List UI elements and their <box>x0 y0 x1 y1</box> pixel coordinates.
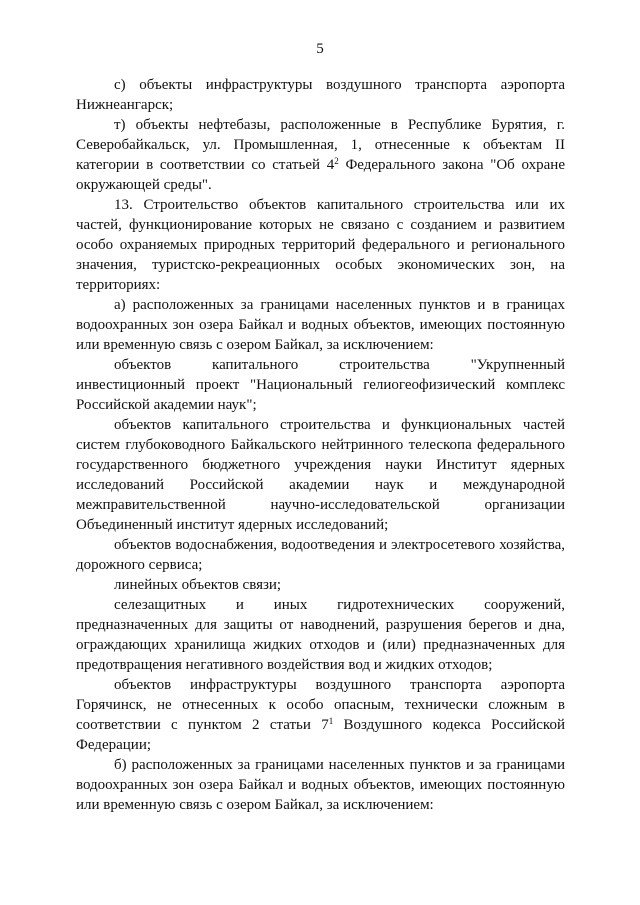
exception-item <box>76 535 565 575</box>
page-number: 5 <box>316 41 324 57</box>
paragraph-text: 13. Строительство объектов капитального строительства или их частей, функционирование которых не связано с созданием и развитием особо охраняемых природных территорий федерального и регионального значения, туристско-рекреационных особых экономических зон, на территориях: <box>76 197 565 293</box>
paragraph-item-c <box>76 75 565 115</box>
paragraph-text: селезащитных и иных гидротехнических сооружений, предназначенных для защиты от наводнений, разрушения берегов и дна, ограждающих хранилища жидких отходов и (или) предназначенных для предотвращения негативного воздействия вод и жидких отходов; <box>76 597 565 673</box>
paragraph-13 <box>76 195 565 295</box>
paragraph-text: б) расположенных за границами населенных пунктов и за границами водоохранных зон озера Байкал и водных объектов, имеющих постоянную или временную связь с озером Байкал, за исключением: <box>76 757 565 813</box>
superscript: 2 <box>334 156 339 166</box>
exception-item <box>76 415 565 535</box>
superscript: 1 <box>328 716 334 726</box>
paragraph-text: Воздушного кодекса Российской Федерации; <box>76 717 565 753</box>
document-body <box>76 75 565 815</box>
paragraph-text: т) объекты нефтебазы, расположенные в Республике Бурятия, г. Северобайкальск, ул. Промышленная, 1, отнесенные к объектам II категории в соответствии со статьей 4 <box>76 117 565 173</box>
paragraph-text: объектов инфраструктуры воздушного транспорта аэропорта Горячинск, не отнесенных к особо опасным, технически сложным в соответствии с пунктом 2 статьи 7 <box>76 677 565 733</box>
paragraph-text: Федерального закона "Об охране окружающей среды". <box>76 157 565 193</box>
paragraph-subitem-b <box>76 755 565 815</box>
paragraph-item-t <box>76 115 565 195</box>
paragraph-subitem-a <box>76 295 565 355</box>
exception-item <box>76 595 565 675</box>
paragraph-text: а) расположенных за границами населенных пунктов и в границах водоохранных зон озера Байкал и водных объектов, имеющих постоянную или временную связь с озером Байкал, за исключением: <box>76 297 565 353</box>
paragraph-text: объектов капитального строительства "Укрупненный инвестиционный проект "Национальный гелиогеофизический комплекс Российской академии наук"; <box>76 357 565 413</box>
exception-item <box>76 675 565 755</box>
exception-item <box>76 355 565 415</box>
paragraph-text: объектов водоснабжения, водоотведения и электросетевого хозяйства, дорожного сервиса; <box>76 537 565 573</box>
paragraph-text: объектов капитального строительства и функциональных частей систем глубоководного Байкальского нейтринного телескопа федерального государственного бюджетного учреждения науки Институт ядерных исследований Российской академии наук и международной межправительственной научно-исследовательской организации Объединенный институт ядерных исследований; <box>76 417 565 533</box>
exception-item <box>76 575 565 595</box>
paragraph-text: линейных объектов связи; <box>114 577 282 593</box>
paragraph-text: с) объекты инфраструктуры воздушного транспорта аэропорта Нижнеангарск; <box>76 77 565 113</box>
